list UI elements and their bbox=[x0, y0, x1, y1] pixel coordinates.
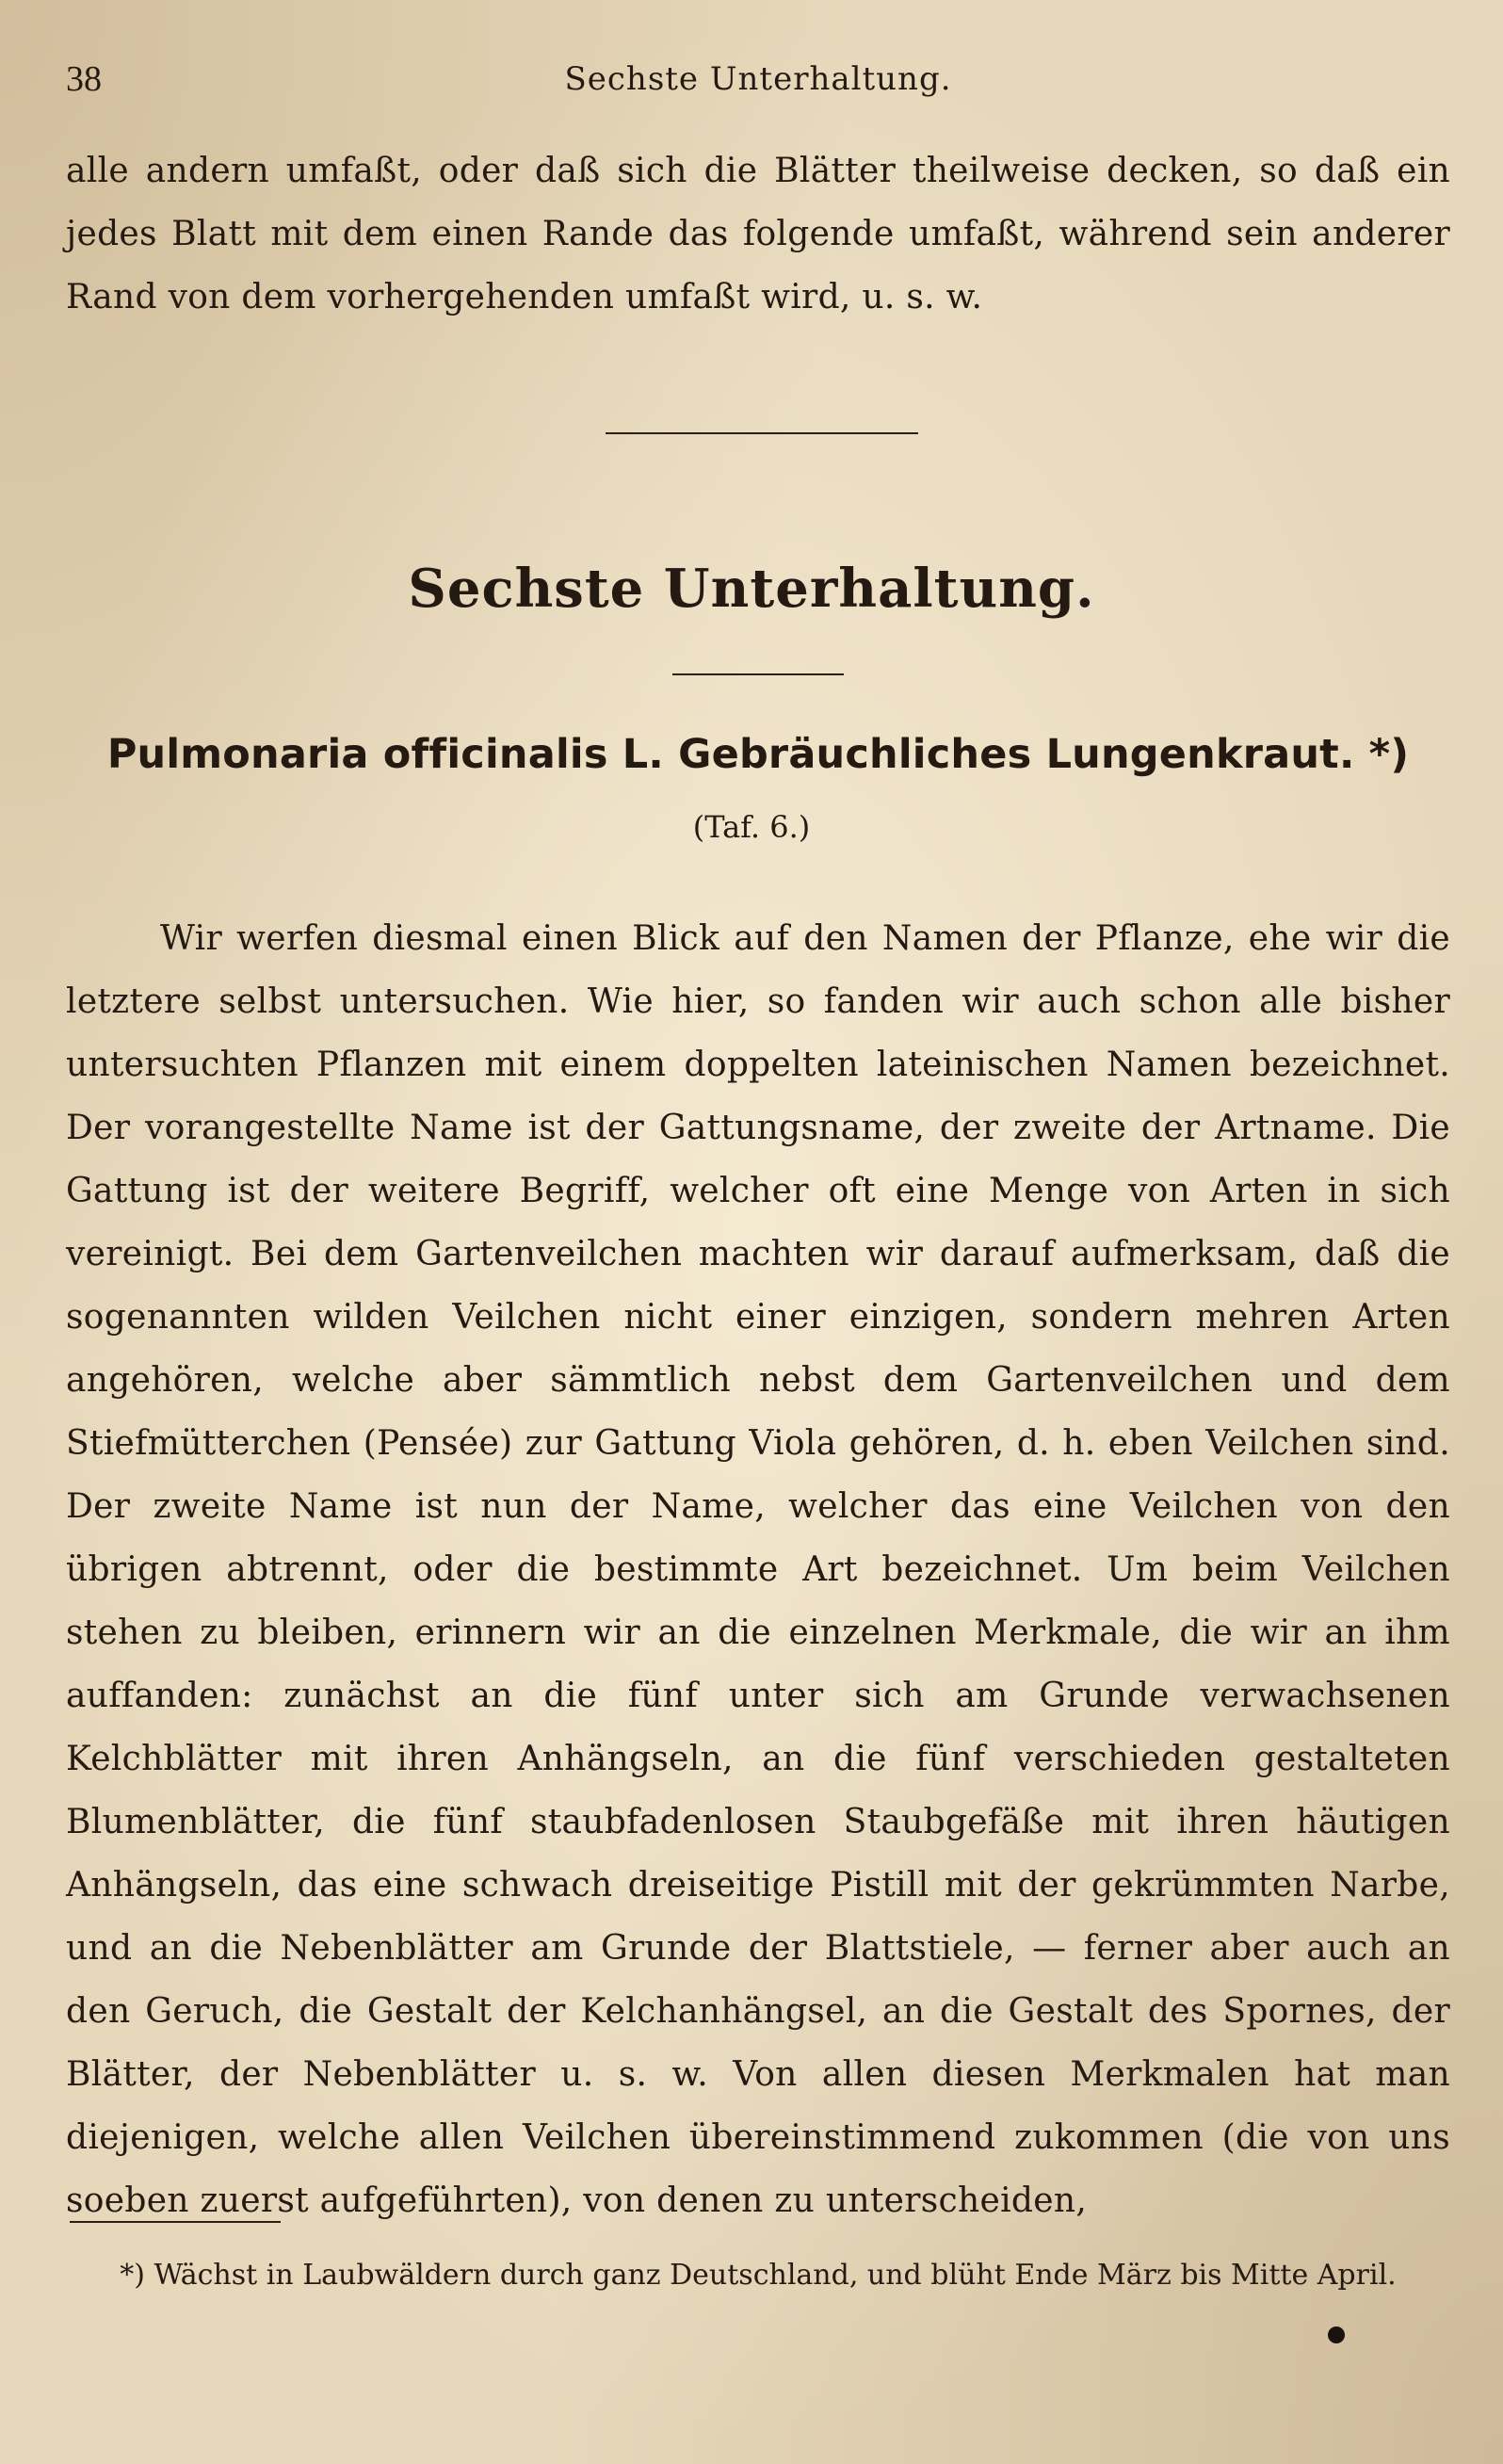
heading-underline bbox=[672, 673, 844, 675]
chapter-title: Sechste Unterhaltung. bbox=[408, 558, 1095, 620]
ink-dot bbox=[1328, 2326, 1345, 2343]
main-paragraph: Wir werfen diesmal einen Blick auf den Namen der Pflanze, ehe wir die letztere selbst untersuchen. Wie hier, so fanden wir auch schon alle bisher untersuchten Pflanzen mit einem doppelten lateinischen Namen bezeichnet. Der vorangestellte Name ist der Gattungsname, der zweite der Artname. Die Gattung ist der weitere Begriff, welcher oft eine Menge von Arten in sich vereinigt. Bei dem Gartenveilchen machten wir darauf aufmerksam, daß die sogenannten wilden Veilchen nicht einer einzigen, sondern mehren Arten angehören, welche aber sämmtlich nebst dem Gartenveilchen und dem Stiefmütterchen (Pensée) zur Gattung Viola gehören, d. h. eben Veilchen sind. Der zweite Name ist nun der Name, welcher das eine Veilchen von den übrigen abtrennt, oder die bestimmte Art bezeichnet. Um beim Veilchen stehen zu bleiben, erinnern wir an die einzelnen Merkmale, die wir an ihm auffanden: zunächst an die fünf unter sich am Grunde verwachsenen Kelchblätter mit ihren Anhängseln, an die fünf verschieden gestalteten Blumenblätter, die fünf staubfadenlosen Staubgefäße mit ihren häutigen Anhängseln, das eine schwach dreiseitige Pistill mit der gekrümmten Narbe, und an die Nebenblätter am Grunde der Blattstiele, — ferner aber auch an den Geruch, die Gestalt der Kelchanhängsel, an die Gestalt des Spornes, der Blätter, der Nebenblätter u. s. w. Von allen diesen Merkmalen hat man diejenigen, welche allen Veilchen übereinstimmend zukommen (die von uns soeben zuerst aufgeführten), von denen zu unterscheiden, bbox=[66, 919, 1450, 2220]
footnote: *) Wächst in Laubwäldern durch ganz Deutschland, und blüht Ende März bis Mitte April. bbox=[120, 2259, 1397, 2292]
section-title: Pulmonaria officinalis L. Gebräuchliches Lungenkraut. *) bbox=[106, 731, 1410, 778]
plate-reference: (Taf. 6.) bbox=[692, 809, 811, 845]
page-header bbox=[66, 58, 1450, 111]
running-head: Sechste Unterhaltung. bbox=[564, 60, 952, 98]
page-number: 38 bbox=[66, 59, 102, 99]
footnote-rule bbox=[70, 2221, 281, 2223]
section-divider bbox=[606, 432, 918, 434]
lead-paragraph: alle andern umfaßt, oder daß sich die Blätter theilweise decken, so daß ein jedes Blatt mit dem einen Rande das folgende umfaßt, während sein anderer Rand von dem vorhergehenden umfaßt wird, u. s. w. bbox=[66, 152, 1450, 316]
